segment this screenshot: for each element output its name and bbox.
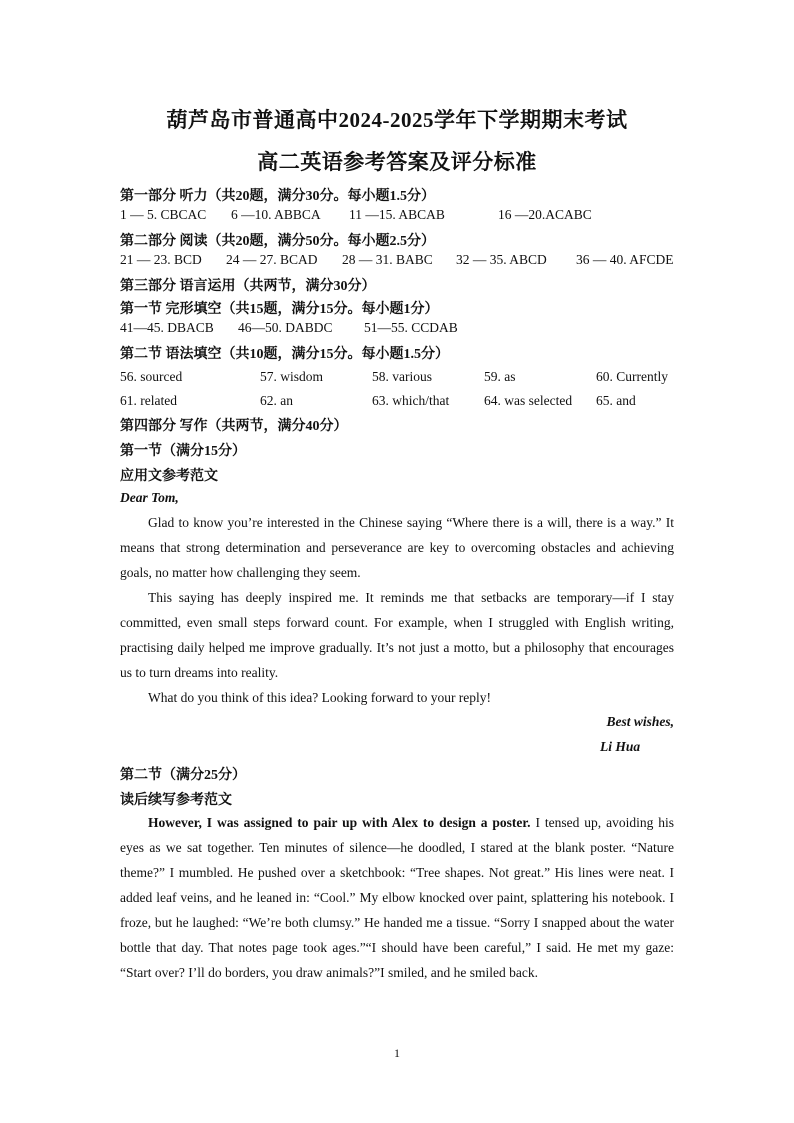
answer-group: 21 — 23. BCD <box>120 252 202 267</box>
continuation-paragraph <box>120 810 674 985</box>
grammar-answer: 56. sourced <box>120 369 183 384</box>
part4-sec1-heading: 第一节（满分15分） <box>120 444 246 459</box>
answer-group: 6 —10. ABBCA <box>231 207 321 222</box>
letter-paragraph: Glad to know you’re interested in the Chinese saying “Where there is a will, there is a way.” It means that strong determination and perseverance are key to overcoming obstacles and achieving goals, no matter how challenging they seem. <box>120 515 674 580</box>
letter-salutation: Dear Tom, <box>120 490 179 505</box>
part4-sec2-subheading: 读后续写参考范文 <box>120 793 232 808</box>
grammar-answer: 64. was selected <box>484 393 573 408</box>
answer-group: 16 —20.ACABC <box>498 207 592 222</box>
part4-sec2-heading: 第二节（满分25分） <box>120 768 246 783</box>
part4-heading: 第四部分 写作（共两节，满分40分） <box>120 419 348 434</box>
letter-closing: Best wishes, <box>606 714 674 729</box>
grammar-answer: 62. an <box>260 393 293 408</box>
grammar-answer: 57. wisdom <box>260 369 324 384</box>
continuation-lead-sentence: However, I was assigned to pair up with Alex to design a poster. <box>148 815 531 830</box>
letter-paragraph: This saying has deeply inspired me. It reminds me that setbacks are temporary—if I stay committed, even small steps forward count. For example, when I struggled with English writing, practising daily helped me improve gradually. It’s not just a motto, but a philosophy that encourages us to turn dreams into reality. <box>120 590 674 680</box>
answer-group: 36 — 40. AFCDE <box>576 252 674 267</box>
part4-sec1-subheading: 应用文参考范文 <box>120 469 218 484</box>
answer-group: 28 — 31. BABC <box>342 252 433 267</box>
exam-title: 葫芦岛市普通高中2024-2025学年下学期期末考试 <box>166 108 628 132</box>
answer-group: 51—55. CCDAB <box>364 320 458 335</box>
letter-signature: Li Hua <box>600 739 641 754</box>
answer-group: 1 — 5. CBCAC <box>120 207 207 222</box>
grammar-answer: 59. as <box>484 369 516 384</box>
part3-heading: 第三部分 语言运用（共两节，满分30分） <box>120 279 376 294</box>
grammar-answer: 60. Currently <box>596 369 668 384</box>
grammar-answer: 65. and <box>596 393 636 408</box>
part3-sec2-heading: 第二节 语法填空（共10题，满分15分。每小题1.5分） <box>120 347 449 362</box>
answer-group: 41—45. DBACB <box>120 320 214 335</box>
answer-group: 32 — 35. ABCD <box>456 252 547 267</box>
page-number: 1 <box>394 1046 400 1060</box>
part3-sec1-heading: 第一节 完形填空（共15题，满分15分。每小题1分） <box>120 302 439 317</box>
continuation-body: I tensed up, avoiding his eyes as we sat together. Ten minutes of silence—he doodled, I stared at the blank poster. “Nature theme?” I mumbled. He pushed over a sketchbook: “Tree shapes. Not great.” His lines were neat. I added leaf veins, and he leaned in: “Cool.” My elbow knocked over paint, splattering his notebook. I froze, but he laughed: “We’re both clumsy.” He handed me a tissue. “Sorry I snapped about the water bottle that day. That notes page took ages.”“I should have been careful,” I said. He met my gaze: “Start over? I’ll do borders, you draw animals?”I smiled, and he smiled back. <box>120 815 674 980</box>
letter-paragraph: What do you think of this idea? Looking forward to your reply! <box>148 690 492 705</box>
answer-group: 11 —15. ABCAB <box>349 207 445 222</box>
part1-heading: 第一部分 听力（共20题，满分30分。每小题1.5分） <box>120 189 435 204</box>
grammar-answer: 63. which/that <box>372 393 450 408</box>
grammar-answer: 61. related <box>120 393 177 408</box>
exam-subtitle: 高二英语参考答案及评分标准 <box>257 150 537 174</box>
answer-group: 46—50. DABDC <box>238 320 333 335</box>
part2-heading: 第二部分 阅读（共20题，满分50分。每小题2.5分） <box>120 234 435 249</box>
answer-group: 24 — 27. BCAD <box>226 252 318 267</box>
grammar-answer: 58. various <box>372 369 432 384</box>
